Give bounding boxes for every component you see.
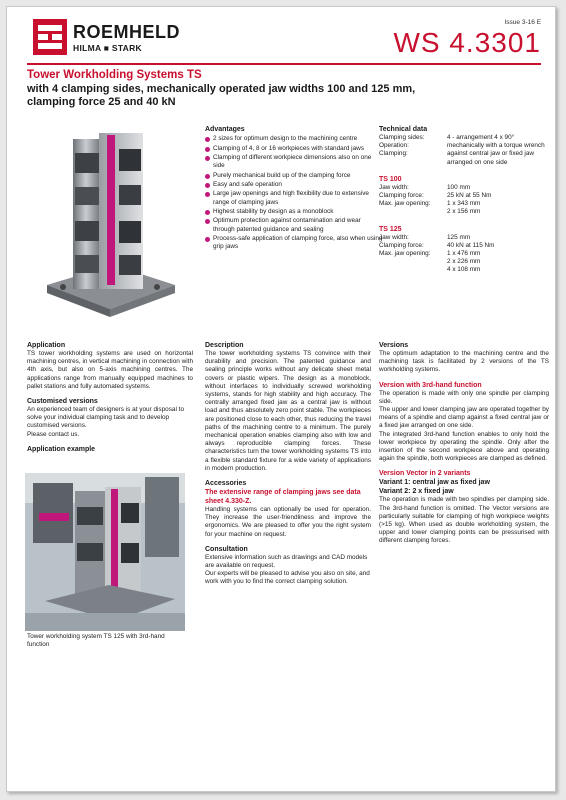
application-example-heading: Application example xyxy=(27,445,96,453)
third-hand-heading: Version with 3rd-hand function xyxy=(379,381,482,389)
third-hand-text-3: The integrated 3rd-hand function enables to only hold the lower workpiece by operating the spindle. Only after the insertion of the second workpiece above and operating again the spindle, both workpieces are clamped as defined. xyxy=(379,430,549,463)
description-text: The tower workholding systems TS convince with their durability and precision. The patented guidance and sealing principle works without any delicate sheet metal covers or plastic wipers. The design as a monoblock, without interfaces to individually screwed workholding systems, stands for high stability and high accuracy. The centrally arranged fixed jaw as a central jaw is without load and thus absolutely zero point stable. The workpieces are positioned close to each other, thus reducing the travel paths of the machining centre to a minimum. The purely mechanical operation enables clamping also with low and always reproducible clamping forces. These characteristics turn the tower workholding systems TS into a flexible standard fixture for a wide variety of applications in modern production. xyxy=(205,350,371,472)
application-example-caption: Tower workholding system TS 125 with 3rd-hand function xyxy=(27,633,165,649)
application-heading: Application xyxy=(27,342,66,349)
advantages-list xyxy=(205,135,383,251)
table-row xyxy=(379,150,551,166)
spec-value: 4 - arrangement 4 x 90° xyxy=(447,134,515,141)
datasheet-page xyxy=(6,6,556,792)
table-row xyxy=(379,208,551,216)
spec-value: 40 kN at 115 Nm xyxy=(447,241,495,249)
accessories-heading: Accessories xyxy=(205,480,247,488)
spec-key: Operation: xyxy=(379,142,409,150)
column-left xyxy=(27,341,193,454)
application-text: TS tower workholding systems are used on horizontal machining centres, in vertical machining in connection with 4th axis, but also on 5-axis machining centres. The applications range from manually equipped machines to pallet stations and fully automated systems. xyxy=(27,350,193,390)
table-row xyxy=(379,184,551,192)
ts125-table xyxy=(379,234,551,275)
product-subtitle: with 4 clamping sides, mechanically operated jaw widths 100 and 125 mm, clamping force 25 and 40 kN xyxy=(27,83,416,108)
spec-value: 4 x 108 mm xyxy=(447,266,481,274)
accessories-text: Handling systems can optionally be used for operation. They increase the user-friendliness and improve the ergonomics. We are pleased to offer you the right system for your machine on request. xyxy=(205,506,371,538)
customised-heading: Customised versions xyxy=(27,398,98,406)
advantages-section xyxy=(205,125,383,251)
vector-text: The operation is made with two spindles per clamping side. The 3rd-hand function is omitted. The Vector versions are particularly suitable for clamping of high workpiece weights (>15 kg). When used as double workholding system, the upper and lower clamping points can be pressurised with different clamping forces. xyxy=(379,496,549,545)
spec-value: 2 x 226 mm xyxy=(447,258,481,266)
accessories-highlight: The extensive range of clamping jaws see data sheet 4.330-Z. xyxy=(205,489,361,506)
table-row xyxy=(379,134,551,142)
spec-key xyxy=(379,208,447,216)
column-middle xyxy=(205,341,371,587)
spec-key xyxy=(379,258,447,266)
vector-variant-2: Variant 2: 2 x fixed jaw xyxy=(379,488,454,496)
customised-text: An experienced team of designers is at your disposal to solve your individual clamping task and to develop customised versions. xyxy=(27,406,185,430)
description-heading: Description xyxy=(205,342,244,349)
spec-value: 100 mm xyxy=(447,183,471,191)
spec-key: Max. jaw opening: xyxy=(379,200,431,208)
spec-value: 1 x 476 mm xyxy=(447,250,481,258)
advantage-item: Purely mechanical build up of the clamping force xyxy=(205,172,383,180)
consultation-text-2: Our experts will be pleased to advise you also on site, and work with you to find the correct clamping solution. xyxy=(205,570,370,586)
application-example-photo xyxy=(25,473,185,631)
third-hand-text-1: The operation is made with only one spindle per clamping side. xyxy=(379,389,549,405)
advantage-item: Highest stability by design as a monoblock xyxy=(205,208,383,216)
spec-key: Clamping force: xyxy=(379,241,424,249)
table-row xyxy=(379,242,551,250)
advantage-item: 2 sizes for optimum design to the machining centre xyxy=(205,135,383,143)
table-row xyxy=(379,266,551,274)
contact-text: Please contact us. xyxy=(27,430,80,438)
spec-key: Clamping sides: xyxy=(379,134,425,141)
spec-key: Jaw width: xyxy=(379,183,409,191)
spec-value: 1 x 343 mm xyxy=(447,200,481,208)
consultation-text-1: Extensive information such as drawings and CAD models are available on request. xyxy=(205,553,368,570)
table-row xyxy=(379,192,551,200)
spec-key: Jaw width: xyxy=(379,233,409,241)
spec-key xyxy=(379,266,447,274)
table-row xyxy=(379,234,551,242)
advantage-item: Easy and safe operation xyxy=(205,181,383,189)
spec-value: mechanically with a torque wrench xyxy=(447,142,545,150)
table-row xyxy=(379,258,551,266)
spec-value: 25 kN at 55 Nm xyxy=(447,192,492,200)
consultation-heading: Consultation xyxy=(205,545,248,553)
spec-value: 2 x 156 mm xyxy=(447,208,481,216)
header-divider xyxy=(27,63,541,65)
advantage-item: Process-safe application of clamping force, also when using grip jaws xyxy=(205,235,383,251)
roemheld-logo xyxy=(33,19,183,59)
table-row xyxy=(379,200,551,208)
spec-key: Clamping force: xyxy=(379,192,424,200)
advantage-item: Large jaw openings and high flexibility due to extensive range of clamping jaws xyxy=(205,190,383,206)
vector-variant-1: Variant 1: central jaw as fixed jaw xyxy=(379,479,490,487)
tower-workholding-product-photo xyxy=(35,125,185,319)
technical-data-section xyxy=(379,125,551,275)
versions-text: The optimum adaptation to the machining centre and the machining task is facilitated by 2 versions of the TS workholding systems. xyxy=(379,350,549,374)
ts100-heading: TS 100 xyxy=(379,175,402,183)
column-right xyxy=(379,341,549,546)
roemheld-logo-mark-icon xyxy=(33,19,67,55)
technical-data-heading: Technical data xyxy=(379,126,428,133)
spec-value: 125 mm xyxy=(447,233,471,241)
versions-heading: Versions xyxy=(379,342,409,349)
vector-heading: Version Vector in 2 variants xyxy=(379,470,471,478)
spec-key: Max. jaw opening: xyxy=(379,250,431,258)
spec-value: against central jaw or fixed jaw arranged on one side xyxy=(447,150,535,166)
spec-key: Clamping: xyxy=(379,150,408,158)
ts125-heading: TS 125 xyxy=(379,225,402,233)
technical-general-table xyxy=(379,134,551,167)
advantages-heading: Advantages xyxy=(205,126,245,133)
brand-name: ROEMHELD xyxy=(73,22,180,42)
advantage-item: Clamping of 4, 8 or 16 workpieces with standard jaws xyxy=(205,145,383,153)
advantage-item: Optimum protection against contamination and wear through patented guidance and sealing xyxy=(205,217,383,233)
table-row xyxy=(379,142,551,150)
table-row xyxy=(379,250,551,258)
brand-subline: HILMA ■ STARK xyxy=(73,43,142,53)
third-hand-text-2: The upper and lower clamping jaw are operated together by means of a spindle and clamp against a fixed central jaw or a fixed jaw arranged on one side. xyxy=(379,406,549,430)
datasheet-code: WS 4.3301 xyxy=(393,27,541,58)
ts100-table xyxy=(379,184,551,217)
product-title: Tower Workholding Systems TS xyxy=(27,69,202,81)
issue-number: Issue 3-16 E xyxy=(504,19,541,26)
advantage-item: Clamping of different workpiece dimensions also on one side xyxy=(205,154,383,170)
